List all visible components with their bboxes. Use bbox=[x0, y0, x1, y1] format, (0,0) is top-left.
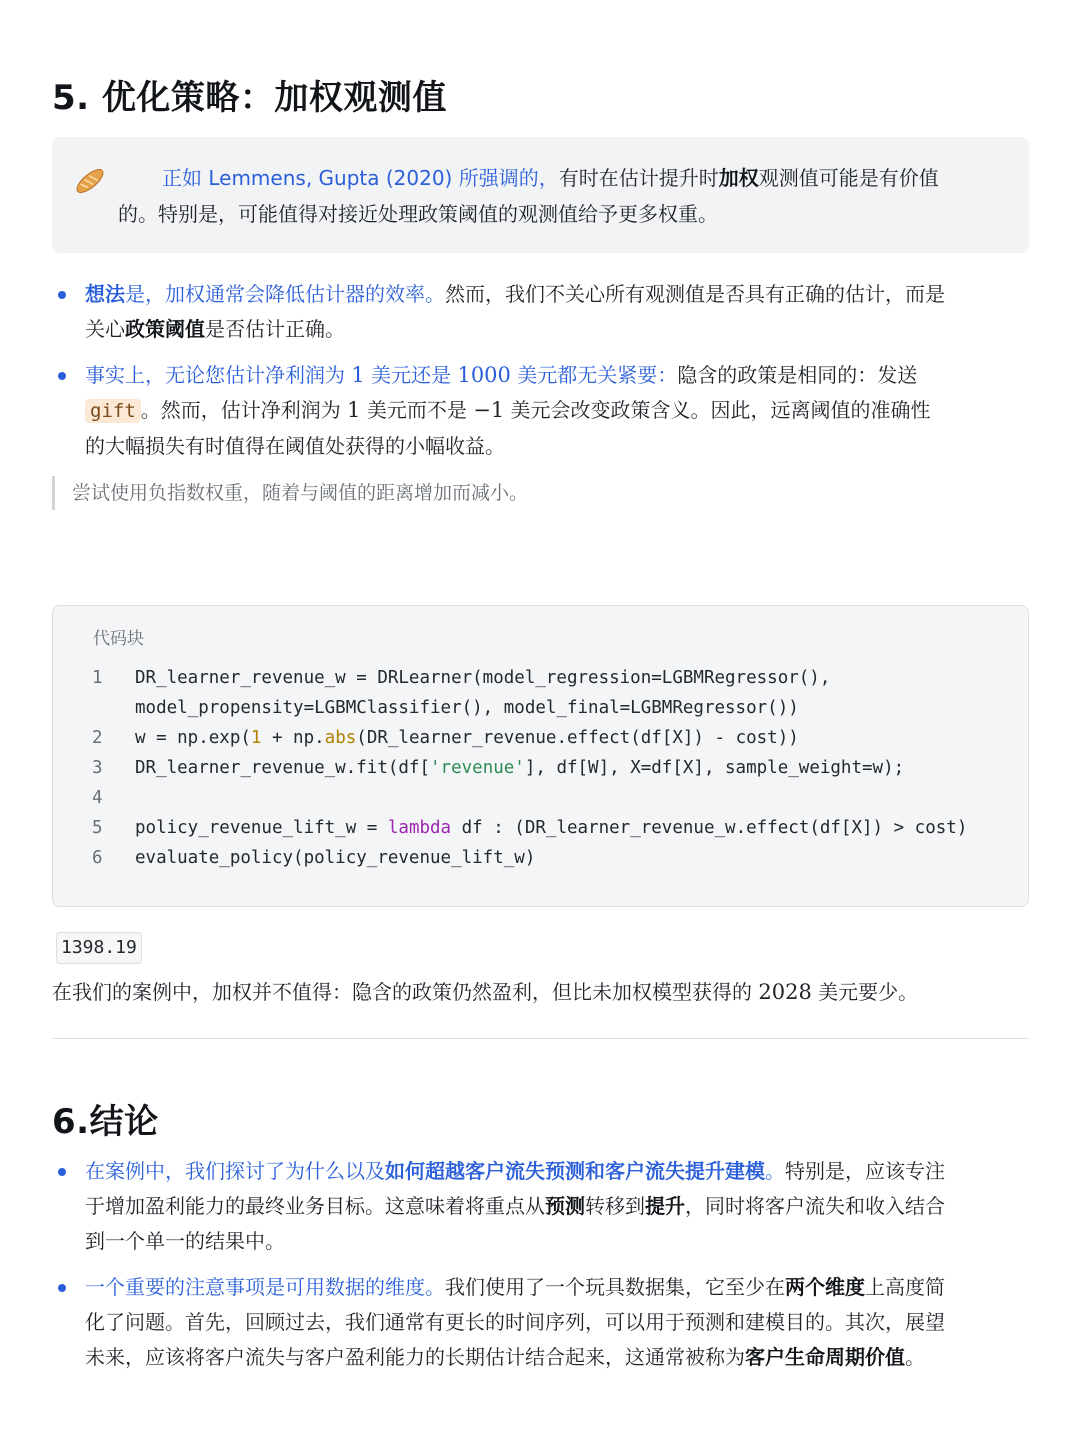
bullet-dot bbox=[58, 1168, 66, 1176]
section-6-bullets bbox=[52, 1154, 1032, 1386]
section-5-bullets bbox=[52, 277, 1032, 475]
list-item: 想法是，加权通常会降低估计器的效率。然而，我们不关心所有观测值是否具有正确的估计，而是 关心政策阈值是否估计正确。 bbox=[52, 277, 1032, 347]
conclusion-paragraph: 在我们的案例中，加权并不值得：隐含的政策仍然盈利，但比未加权模型获得的 2028 美元要少。 bbox=[52, 980, 919, 1004]
code-line: 3 DR_learner_revenue_w.fit(df['revenue'], df[W], X=df[X], sample_weight=w); bbox=[53, 753, 1028, 783]
list-item: 一个重要的注意事项是可用数据的维度。我们使用了一个玩具数据集，它至少在两个维度上高度简 化了问题。首先，回顾过去，我们通常有更长的时间序列，可以用于预测和建模目的。其次，展望 未来，应该将客户流失与客户盈利能力的长期估计结合起来，这通常被称为客户生命周期价值。 bbox=[52, 1270, 1032, 1375]
code-line: 5 policy_revenue_lift_w = lambda df : (DR_learner_revenue_w.effect(df[X]) > cost) bbox=[53, 813, 1028, 843]
bullet-link[interactable]: 事实上，无论您估计净利润为 1 美元还是 1000 美元都无关紧要： bbox=[85, 363, 678, 387]
section-5-heading: 5. 优化策略：加权观测值 bbox=[52, 78, 447, 118]
line-number: 6 bbox=[92, 848, 103, 868]
section-6-heading: 6.结论 bbox=[52, 1102, 159, 1142]
list-item: 在案例中，我们探讨了为什么以及如何超越客户流失预测和客户流失提升建模。特别是，应该专注 于增加盈利能力的最终业务目标。这意味着将重点从预测转移到提升，同时将客户流失和收入结合 到一个单一的结果中。 bbox=[52, 1154, 1032, 1259]
code-output: 1398.19 bbox=[56, 932, 142, 964]
bullet-link[interactable]: 一个重要的注意事项是可用数据的维度。 bbox=[85, 1275, 445, 1299]
line-number: 1 bbox=[92, 668, 103, 688]
bullet-dot bbox=[58, 291, 66, 299]
list-item: 事实上，无论您估计净利润为 1 美元还是 1000 美元都无关紧要：隐含的政策是相同的：发送 gift 。然而，估计净利润为 1 美元而不是 −1 美元会改变政策含义。因此，远离阈值的准确性 的大幅损失有时值得在阈值处获得的小幅收益。 bbox=[52, 358, 1032, 464]
code-line: 2 w = np.exp(1 + np.abs(DR_learner_revenue.effect(df[X]) - cost)) bbox=[53, 723, 1028, 753]
inline-code-gift: gift bbox=[85, 399, 141, 423]
line-number: 4 bbox=[92, 788, 103, 808]
callout-line-2: 的。特别是，可能值得对接近处理政策阈值的观测值给予更多权重。 bbox=[118, 202, 718, 226]
callout-link[interactable]: 正如 Lemmens, Gupta (2020) 所强调的， bbox=[162, 166, 559, 190]
line-number: 5 bbox=[92, 818, 103, 838]
code-line bbox=[53, 783, 1028, 813]
callout-line-1: 正如 Lemmens, Gupta (2020) 所强调的，有时在估计提升时加权观测值可能是有价值 bbox=[162, 166, 939, 190]
code-line: 6 evaluate_policy(policy_revenue_lift_w) bbox=[53, 843, 1028, 873]
line-number: 2 bbox=[92, 728, 103, 748]
bullet-dot bbox=[58, 1284, 66, 1292]
code-block-caption: 代码块 bbox=[93, 629, 144, 649]
bullet-link[interactable]: 在案例中，我们探讨了为什么以及如何超越客户流失预测和客户流失提升建模。 bbox=[85, 1159, 785, 1183]
callout-box bbox=[52, 137, 1029, 253]
bullet-link[interactable]: 想法是，加权通常会降低估计器的效率。 bbox=[85, 282, 445, 306]
code-line: model_propensity=LGBMClassifier(), model_final=LGBMRegressor()) bbox=[135, 698, 799, 718]
divider bbox=[52, 1038, 1029, 1039]
bread-icon bbox=[72, 163, 108, 199]
code-line: 1 DR_learner_revenue_w = DRLearner(model_regression=LGBMRegressor(), bbox=[53, 663, 1028, 693]
bullet-dot bbox=[58, 372, 66, 380]
code-block bbox=[52, 605, 1029, 907]
blockquote: 尝试使用负指数权重，随着与阈值的距离增加而减小。 bbox=[52, 476, 528, 510]
line-number: 3 bbox=[92, 758, 103, 778]
code-lines bbox=[53, 663, 1028, 873]
